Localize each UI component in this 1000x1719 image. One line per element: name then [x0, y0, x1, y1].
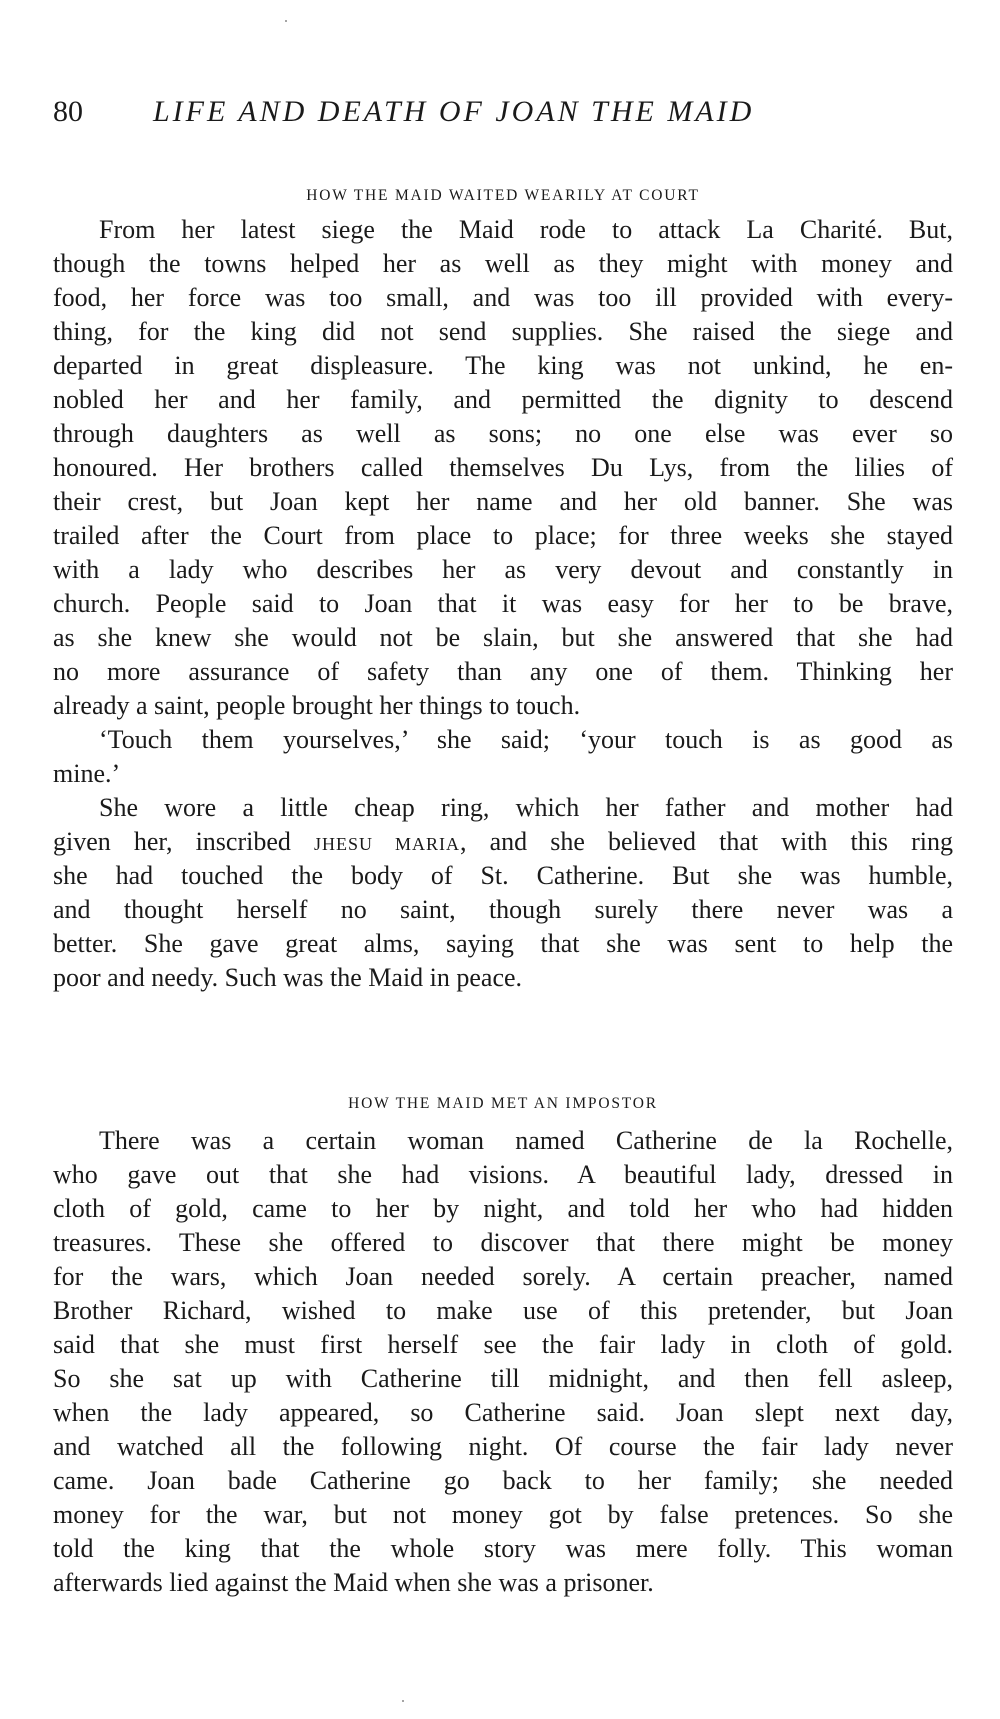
text-line: their crest, but Joan kept her name and her old banner. She was	[53, 487, 953, 516]
text-line: and thought herself no saint, though surely there never was a	[53, 895, 953, 924]
text-line: when the lady appeared, so Catherine said. Joan slept next day,	[53, 1398, 953, 1427]
section-heading: HOW THE MAID WAITED WEARILY AT COURT	[306, 187, 700, 204]
text-line: as she knew she would not be slain, but she answered that she had	[53, 623, 953, 652]
text-line: no more assurance of safety than any one of them. Thinking her	[53, 657, 953, 686]
page-number: 80	[53, 95, 83, 128]
text-line: nobled her and her family, and permitted the dignity to descend	[53, 385, 953, 414]
text-line: and watched all the following night. Of course the fair lady never	[53, 1432, 953, 1461]
text-line: told the king that the whole story was mere folly. This woman	[53, 1534, 953, 1563]
text-line: who gave out that she had visions. A beautiful lady, dressed in	[53, 1160, 953, 1189]
text-fragment: given her, inscribed	[53, 827, 291, 856]
text-line: money for the war, but not money got by false pretences. So she	[53, 1500, 953, 1529]
text-line: through daughters as well as sons; no one else was ever so	[53, 419, 953, 448]
text-line: though the towns helped her as well as they might with money and	[53, 249, 953, 278]
text-line: she had touched the body of St. Catherine. But she was humble,	[53, 861, 953, 890]
text-line: better. She gave great alms, saying that she was sent to help the	[53, 929, 953, 958]
text-fragment: , and she believed that with this ring	[460, 827, 953, 856]
running-head	[53, 92, 953, 132]
ring-inscription: JHESU MARIA	[313, 834, 461, 854]
text-line: mine.’	[53, 759, 121, 788]
text-line: She wore a little cheap ring, which her father and mother had	[99, 793, 953, 822]
section-heading: HOW THE MAID MET AN IMPOSTOR	[348, 1095, 658, 1112]
text-line: came. Joan bade Catherine go back to her family; she needed	[53, 1466, 953, 1495]
running-title: LIFE AND DEATH OF JOAN THE MAID	[153, 95, 755, 128]
paper-speck	[402, 1700, 404, 1702]
text-line: church. People said to Joan that it was easy for her to be brave,	[53, 589, 953, 618]
text-line: ‘Touch them yourselves,’ she said; ‘your touch is as good as	[99, 725, 953, 754]
text-line: with a lady who describes her as very devout and constantly in	[53, 555, 953, 584]
text-line: honoured. Her brothers called themselves Du Lys, from the lilies of	[53, 453, 953, 482]
text-line: thing, for the king did not send supplies. She raised the siege and	[53, 317, 953, 346]
text-line: From her latest siege the Maid rode to attack La Charité. But,	[99, 215, 953, 244]
text-line: already a saint, people brought her things to touch.	[53, 691, 581, 720]
text-line	[53, 825, 953, 859]
text-line: trailed after the Court from place to place; for three weeks she stayed	[53, 521, 953, 550]
text-line: said that she must first herself see the fair lady in cloth of gold.	[53, 1330, 953, 1359]
paper-speck	[285, 20, 287, 22]
text-line: afterwards lied against the Maid when she was a prisoner.	[53, 1568, 654, 1597]
text-line: There was a certain woman named Catherine de la Rochelle,	[99, 1126, 953, 1155]
text-line: food, her force was too small, and was too ill provided with every-	[53, 283, 953, 312]
text-line: Brother Richard, wished to make use of this pretender, but Joan	[53, 1296, 953, 1325]
text-line: for the wars, which Joan needed sorely. A certain preacher, named	[53, 1262, 953, 1291]
text-line: So she sat up with Catherine till midnight, and then fell asleep,	[53, 1364, 953, 1393]
text-line: poor and needy. Such was the Maid in peace.	[53, 963, 523, 992]
text-line: treasures. These she offered to discover that there might be money	[53, 1228, 953, 1257]
text-line: departed in great displeasure. The king was not unkind, he en-	[53, 351, 953, 380]
text-line: cloth of gold, came to her by night, and told her who had hidden	[53, 1194, 953, 1223]
